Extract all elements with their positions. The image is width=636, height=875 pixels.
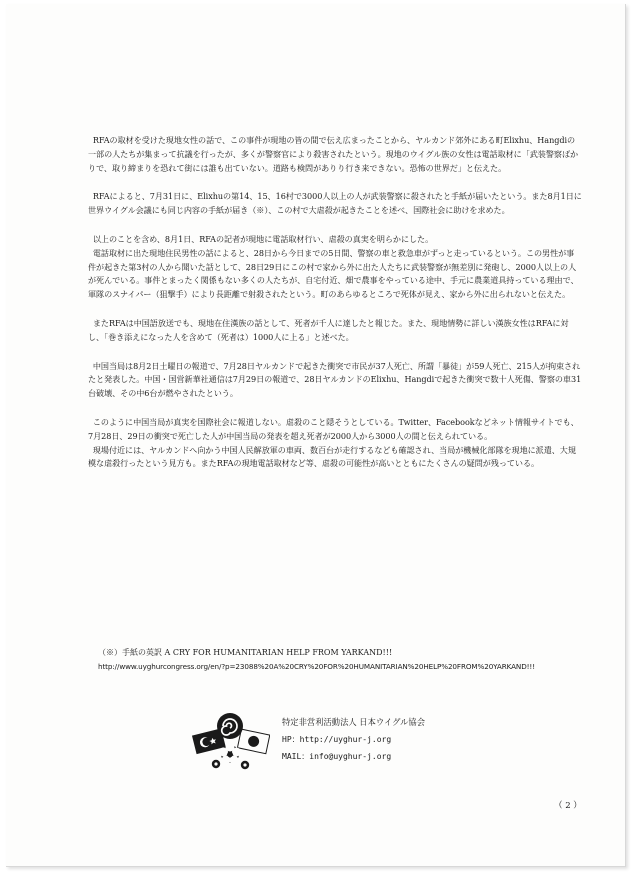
footnote-url[interactable]: http://www.uyghurcongress.org/en/?p=23088%20A%20CRY%20FOR%20HUMANITARIAN%20HELP%20FROM%20YARKAND!!! — [98, 662, 535, 671]
paragraph-military: 現場付近には、ヤルカンドへ向かう中国人民解放軍の車両、数百台が走行するなども確認され、当局が機械化部隊を現地に派遣、大規模な虐殺行ったという見方も。またRFAの現地電話取材など等、虐殺の可能性が高いとともにたくさんの疑問が残っている。 — [88, 444, 576, 469]
paragraph-chinese-broadcast: またRFAは中国語放送でも、現地在住漢族の話として、死者が千人に達したと報じた。また、現地情勢に詳しい漢族女性はRFAに対し、「巻き添えになった人を含めて（死者は）1000人に上る」と述べた。 — [88, 317, 569, 342]
organization-name: 特定非営利活動法人 日本ウイグル協会 — [282, 717, 426, 727]
footnote — [98, 646, 598, 674]
organization-homepage[interactable]: HP：http://uyghur-j.org — [282, 735, 392, 744]
uyghur-japan-flags-logo — [192, 712, 270, 774]
footnote-heading: （※）手紙の英訳 A CRY FOR HUMANITARIAN HELP FROM YARKAND!!! — [98, 648, 393, 657]
document-page — [6, 4, 626, 867]
paragraph-witness: RFAの取材を受けた現地女性の話で、この事件が現地の皆の間で伝え広まったことから、ヤルカンド郊外にある町Elixhu、Hangdiの一部の人たちが集まって抗議を行ったが、多くが警察官により殺害されたという。現地のウイグル族の女性は電話取材に「武装警察ばかりで、取り締まりを恐れて街には誰も出ていない。道路も検問がありり行き来できない。恐怖の世界だ」と伝えた。 — [88, 135, 579, 173]
page-number: （ 2 ） — [554, 801, 582, 811]
organization-email[interactable]: MAIL：info@uyghur-j.org — [282, 752, 392, 761]
paragraph-resident: 電話取材に出た現地住民男性の話によると、28日から今日までの5日間、警察の車と救急車がずっと走っているという。この男性が事件が起きた第3村の人から聞いた話として、28日29日にこの村で家から外に出た人たちに武装警察が無差別に発砲し、2000人以上の人が死んでいる。事件とまったく関係もない多くの人たちが、自宅付近、畑で農事をやっている途中、手元に農業道具持っている理由で、軍隊のスナイパー（狙撃手）により長距離で射殺されたという。町のあらゆるところで死体が見え、家から外に出られないと伝えた。 — [88, 247, 579, 300]
paragraph-coverup: このように中国当局が真実を国際社会に報道しない。虐殺のこと隠そうとしている。Twitter、Facebookなどネット情報サイトでも、7月28日、29日の衝突で死亡した人が中国当局の発表を超え死者が2000人から3000人の間と伝えられている。 — [88, 416, 579, 441]
paragraph-rfa-call: 以上のことを含め、8月1日、RFAの記者が現地に電話取材行い、虐殺の真実を明らかにした。 — [92, 233, 434, 244]
paragraph-letters: RFAによると、7月31日に、Elixhuの第14、15、16村で3000人以上の人が武装警察に殺されたと手紙が届いたという。また8月1日に世界ウイグル会議にも同じ内容の手紙が届き（※）、この村で大虐殺が起きたことを述べ、国際社会に助けを求めた。 — [88, 191, 582, 216]
paragraph-official-report: 中国当局は8月2日土曜日の報道で、7月28日ヤルカンドで起きた衝突で市民が37人死亡、所謂「暴徒」が59人死亡、215人が拘束されたと発表した。中国・国営新華社通信は7月29日の報道で、28日ヤルカンドのElixhu、Hangdiで起きた衝突で数十人死傷、警察の車31台破壊、その中6台が燃やされたという。 — [88, 360, 582, 399]
japan-flag-icon — [237, 729, 269, 754]
rose-emblem-icon — [217, 713, 243, 739]
article-body — [88, 134, 582, 486]
organization-info — [282, 714, 425, 765]
